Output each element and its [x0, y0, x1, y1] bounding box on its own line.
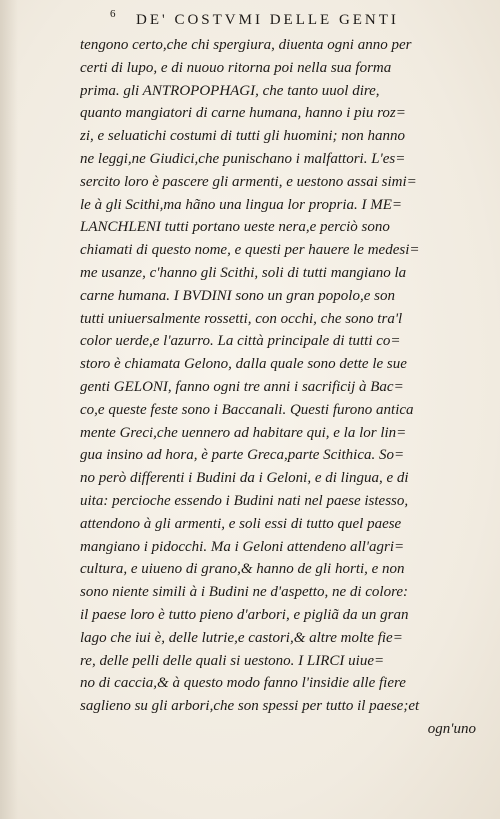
text-line: cultura, e uiueno di grano,& hanno de gli horti, e non	[80, 561, 405, 578]
text-line: tengono certo,che chi spergiura, diuenta ogni anno per	[80, 37, 412, 53]
text-line: LANCHLENI tutti portano ueste nera,e perciò sono	[80, 219, 390, 236]
text-line: il paese loro è tutto pieno d'arbori, e pigliã da un gran	[80, 606, 409, 623]
gutter-shadow	[0, 0, 18, 819]
text-line: gua insino ad hora, è parte Greca,parte Scithica. So=	[80, 447, 405, 464]
text-line: certi di lupo, e di nuouo ritorna poi nella sua forma	[80, 59, 392, 76]
page-number: 6	[110, 8, 116, 20]
text-line: le à gli Scithi,ma hãno una lingua lor propria. I ME=	[80, 196, 403, 213]
text-line: zi, e seluatichi costumi di tutti gli huomini; non hanno	[80, 128, 405, 145]
catchword: ogn'uno	[427, 720, 476, 737]
text-line: storo è chiamata Gelono, dalla quale sono dette le sue	[80, 356, 407, 373]
text-line: tutti uniuersalmente rossetti, con occhi, che sono tra'l	[80, 310, 403, 327]
running-head: DE' COSTVMI DELLE GENTI	[136, 12, 399, 28]
text-line: saglieno su gli arbori,che son spessi per tutto il paese;et	[80, 698, 420, 715]
text-line: attendono à gli armenti, e soli essi di tutto quel paese	[80, 515, 402, 532]
page-header	[110, 6, 440, 34]
text-line: re, delle pelli delle quali si uestono. I LIRCI uiue=	[80, 652, 385, 669]
text-line: mangiano i pidocchi. Ma i Geloni attendeno all'agri=	[80, 538, 405, 555]
text-line: carne humana. I BVDINI sono un gran popolo,e son	[80, 287, 395, 304]
text-line: genti GELONI, fanno ogni tre anni i sacrificij à Bac=	[80, 378, 404, 395]
text-line: lago che iui è, delle lutrie,e castori,& altre molte fie=	[80, 629, 403, 646]
text-line: color uerde,e l'azurro. La città principale di tutti co=	[80, 333, 401, 350]
text-line: ne leggi,ne Giudici,che punischano i malfattori. L'es=	[80, 150, 406, 167]
text-line: quanto mangiatori di carne humana, hanno i piu roz=	[80, 105, 406, 122]
text-line: me usanze, c'hanno gli Scithi, soli di tutti mangiano la	[80, 264, 407, 281]
text-line: no di caccia,& à questo modo fanno l'insidie alle fiere	[80, 675, 406, 692]
text-line: no però differenti i Budini da i Geloni, e di lingua, e di	[80, 470, 409, 487]
text-line: uita: percioche essendo i Budini nati nel paese istesso,	[80, 492, 409, 509]
text-line: sono niente simili à i Budini ne d'aspetto, ne di colore:	[80, 584, 409, 601]
text-line: chiamati di questo nome, e questi per hauere le medesi=	[80, 242, 420, 259]
text-line: co,e queste feste sono i Baccanali. Questi furono antica	[80, 401, 414, 418]
text-line: prima. gli ANTROPOPHAGI, che tanto uuol dire,	[80, 82, 380, 99]
text-line: mente Greci,che uennero ad habitare qui, e la lor lin=	[80, 424, 407, 441]
text-line: sercito loro è pascere gli armenti, e uestono assai simi=	[80, 173, 417, 190]
body-text	[80, 34, 476, 741]
